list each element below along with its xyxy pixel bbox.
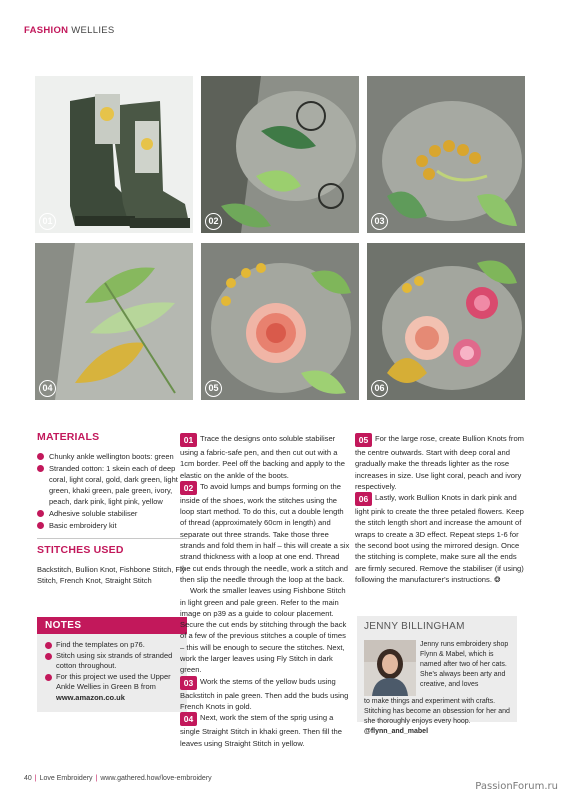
- photo-number: 05: [205, 380, 222, 397]
- list-item: Adhesive soluble stabiliser: [37, 508, 187, 519]
- magazine-name: Love Embroidery: [39, 775, 93, 782]
- step-02-continued: Work the smaller leaves using Fishbone Stitch in light green and pale green. Refer to the main image on p39 as a guide to colour placement. Secure the cut ends by stitching through the back of a few of the previous stitches a couple of times – this will be enough to secure the stitches. Next, work the larger leaves using Fly Stitch in dark green.: [180, 586, 347, 675]
- photo-number: 01: [39, 213, 56, 230]
- list-item: Stranded cotton: 1 skein each of deep coral, light coral, gold, dark green, light green, khaki green, pale green, ivory, peach, dark pink, light pink, yellow: [37, 463, 187, 507]
- step-text: Work the stems of the yellow buds using Backstitch in pale green. Then add the buds using French Knots in gold.: [180, 676, 349, 711]
- note-text: For this project we used the Upper Ankle Wellies in Green B from: [56, 671, 171, 691]
- materials-column: [37, 432, 187, 586]
- stitches-text: Backstitch, Bullion Knot, Fishbone Stitch, Fly Stitch, French Knot, Straight Stitch: [37, 565, 186, 585]
- step-badge: 02: [180, 481, 197, 495]
- magazine-url[interactable]: www.gathered.how/love-embroidery: [100, 775, 212, 782]
- subsection-label: WELLIES: [71, 25, 115, 36]
- steps-column-2: [355, 433, 527, 585]
- materials-heading: MATERIALS: [37, 431, 100, 443]
- designer-name: JENNY BILLINGHAM: [364, 621, 465, 632]
- step-text: Lastly, work Bullion Knots in dark pink and light pink to create the three petaled flowers. Keep the stitch length short and increase the amount of wraps to create a 3D effect. Repeat steps 1-6 for the second boot using the mirrored design. Once the stitching is complete, make sure all the ends are firmly secured. Remove the stabiliser (if using) following the manufacturer's instructions.: [355, 493, 524, 584]
- step-badge: 05: [355, 433, 372, 447]
- step-05: [355, 433, 527, 492]
- section-tag: [24, 25, 115, 36]
- step-01: [180, 433, 352, 481]
- photo-number: 06: [371, 380, 388, 397]
- designer-bio: [357, 616, 517, 735]
- step-06: [355, 492, 527, 585]
- note-item: Find the templates on p76.: [45, 640, 179, 651]
- step-text: Trace the designs onto soluble stabiliser using a fabric-safe pen, and then cut out with a 1cm border. Peel off the backing and apply to the elastic on the ankle of the boots.: [180, 434, 345, 480]
- steps-column-1: [180, 433, 352, 749]
- note-item: [45, 672, 179, 704]
- step-text: Next, work the stem of the sprig using a single Straight Stitch in khaki green. Then fill the leaves using Straight Stitch in yellow.: [180, 713, 342, 748]
- notes-body: [37, 634, 187, 709]
- bio-text-2: to make things and experiment with crafts. Stitching has become an obsession for her and she thoroughly enjoys every hoop.: [364, 698, 510, 725]
- list-item: Chunky ankle wellington boots: green: [37, 451, 187, 462]
- buds-photo: [367, 76, 525, 233]
- step-badge: 03: [180, 676, 197, 690]
- finished-photo: [367, 243, 525, 400]
- fishbone-photo: [35, 243, 193, 400]
- list-item: Basic embroidery kit: [37, 520, 187, 531]
- amazon-link[interactable]: www.amazon.co.uk: [56, 692, 125, 702]
- photo-number: 02: [205, 213, 222, 230]
- notes-box: [37, 617, 187, 712]
- photo-number: 03: [371, 213, 388, 230]
- step-badge: 04: [180, 712, 197, 726]
- notes-heading: NOTES: [37, 617, 187, 634]
- photo-number: 04: [39, 380, 56, 397]
- step-text: To avoid lumps and bumps forming on the inside of the shoes, work the stitches using the loop start method. To do this, cut a double length of thread (approximately 60cm in length) and separate out three strands. Take those three strands and fold them in half – this will create a six strand thickness with a loop at one end. Thread the cut ends through the needle, work a stitch and then slip the needle through the loop at the back.: [180, 481, 350, 584]
- page-footer: 40 | Love Embroidery | www.gathered.how/love-embroidery: [24, 775, 212, 782]
- bio-text-continued: [364, 697, 514, 737]
- designer-handle[interactable]: @flynn_and_mabel: [364, 728, 429, 735]
- leaves-photo: [201, 76, 359, 233]
- bio-text: Jenny runs embroidery shop Flynn & Mabel, which is named after two of her cats. She's always been arty and creative, and loves: [420, 641, 509, 688]
- step-02: [180, 481, 352, 585]
- note-item: Stitch using six strands of stranded cotton throughout.: [45, 651, 179, 672]
- designer-photo: [364, 640, 416, 696]
- rose-photo: [201, 243, 359, 400]
- step-badge: 06: [355, 492, 372, 506]
- watermark: PassionForum.ru: [475, 781, 558, 792]
- step-text: For the large rose, create Bullion Knots from the centre outwards. Start with deep coral and gradually make the threads lighter as the rose increases in size. Use light coral, peach and ivory respectively.: [355, 434, 524, 491]
- section-label: FASHION: [24, 25, 69, 36]
- end-mark-icon: ❂: [494, 574, 501, 584]
- step-04: [180, 712, 352, 749]
- step-badge: 01: [180, 433, 197, 447]
- stitches-heading: STITCHES USED: [37, 544, 124, 556]
- page-number: 40: [24, 775, 32, 782]
- materials-list: [37, 451, 187, 531]
- step-03: [180, 676, 352, 713]
- divider: [37, 538, 187, 539]
- boots-photo: [35, 76, 193, 233]
